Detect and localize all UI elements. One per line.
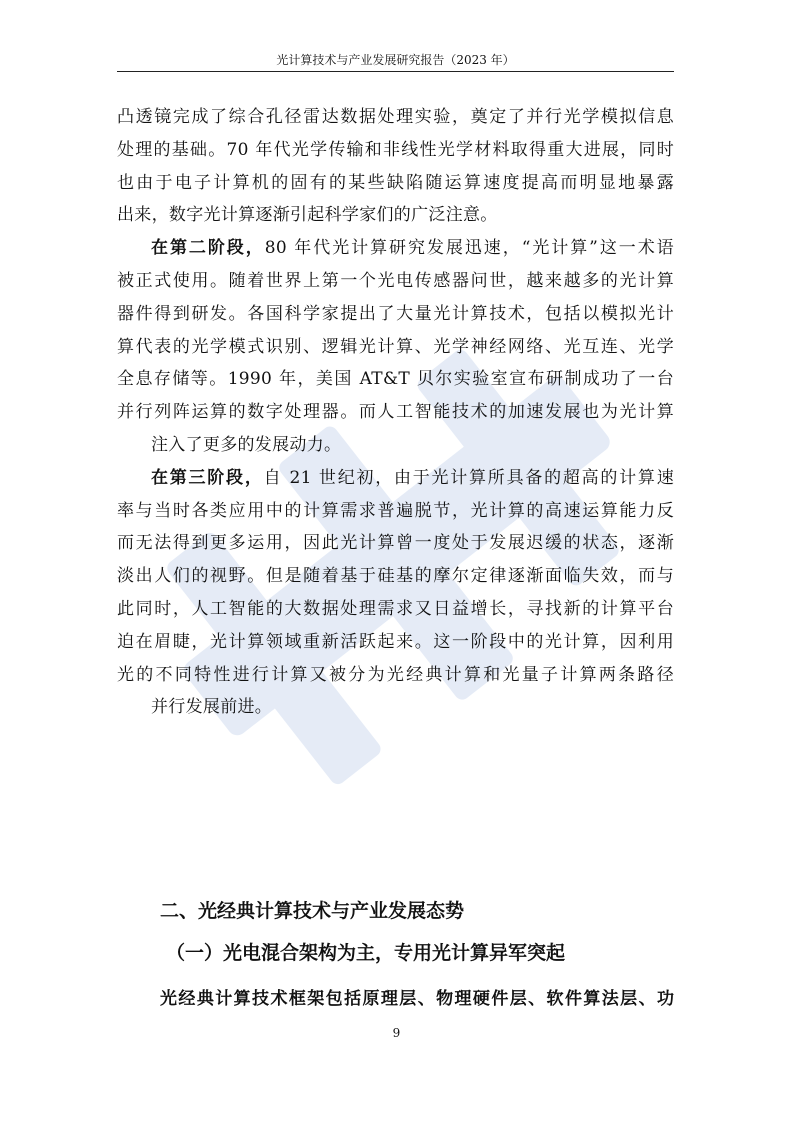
paragraph-3-line-4: 淡出人们的视野。但是随着基于硅基的摩尔定律逐渐面临失效，而与 — [117, 566, 674, 587]
closing-text-line: 光经典计算技术框架包括原理层、物理硬件层、软件算法层、功 — [160, 989, 674, 1009]
paragraph-2-line-4: 算代表的光学模式识别、逻辑光计算、光学神经网络、光互连、光学 — [117, 336, 674, 357]
section-heading: 二、光经典计算技术与产业发展态势 — [160, 900, 465, 922]
paragraph-3-line-7: 光的不同特性进行计算又被分为光经典计算和光量子计算两条路径 — [117, 664, 674, 685]
paragraph-2-line-3: 器件得到研发。各国科学家提出了大量光计算技术，包括以模拟光计 — [117, 303, 674, 324]
paragraph-2-line-5: 全息存储等。1990 年，美国 AT&T 贝尔实验室宣布研制成功了一台 — [117, 369, 674, 390]
page-number: 9 — [392, 1026, 401, 1040]
paragraph-2-line-6: 并行列阵运算的数字处理器。而人工智能技术的加速发展也为光计算 — [117, 402, 674, 423]
paragraph-1-line-2: 处理的基础。70 年代光学传输和非线性光学材料取得重大进展，同时 — [117, 139, 674, 160]
paragraph-3-line-6: 迫在眉睫，光计算领域重新活跃起来。这一阶段中的光计算，因利用 — [117, 631, 674, 652]
running-header: 光计算技术与产业发展研究报告（2023 年） — [276, 53, 515, 67]
paragraph-3-line-3: 而无法得到更多运用，因此光计算曾一度处于发展迟缓的状态，逐渐 — [117, 533, 674, 554]
paragraph-2-lead: 在第二阶段， — [151, 238, 265, 259]
paragraph-3-line-2: 率与当时各类应用中的计算需求普遍脱节，光计算的高速运算能力反 — [117, 500, 674, 521]
subsection-heading: （一）光电混合架构为主，专用光计算异军突起 — [166, 942, 566, 964]
paragraph-1 — [117, 101, 674, 232]
paragraph-2-line-2: 被正式使用。随着世界上第一个光电传感器问世，越来越多的光计算 — [117, 270, 674, 291]
header-rule — [117, 71, 674, 72]
body-text — [117, 101, 674, 724]
paragraph-2 — [117, 232, 674, 462]
paragraph-3-line-8: 并行发展前进。 — [151, 697, 273, 718]
paragraph-2-line-7: 注入了更多的发展动力。 — [151, 434, 342, 455]
paragraph-1-line-4: 出来，数字光计算逐渐引起科学家们的广泛注意。 — [117, 205, 498, 226]
paragraph-1-line-1: 凸透镜完成了综合孔径雷达数据处理实验，奠定了并行光学模拟信息 — [117, 107, 674, 127]
paragraph-3-line-1: 自 21 世纪初，由于光计算所具备的超高的计算速 — [263, 467, 674, 488]
paragraph-2-line-1: 80 年代光计算研究发展迅速，“光计算”这一术语 — [264, 238, 674, 259]
paragraph-3-line-5: 此同时，人工智能的大数据处理需求又日益增长，寻找新的计算平台 — [117, 598, 674, 619]
paragraph-3-lead: 在第三阶段， — [151, 467, 264, 488]
paragraph-1-line-3: 也由于电子计算机的固有的某些缺陷随运算速度提高而明显地暴露 — [117, 172, 674, 193]
paragraph-3 — [117, 462, 674, 724]
